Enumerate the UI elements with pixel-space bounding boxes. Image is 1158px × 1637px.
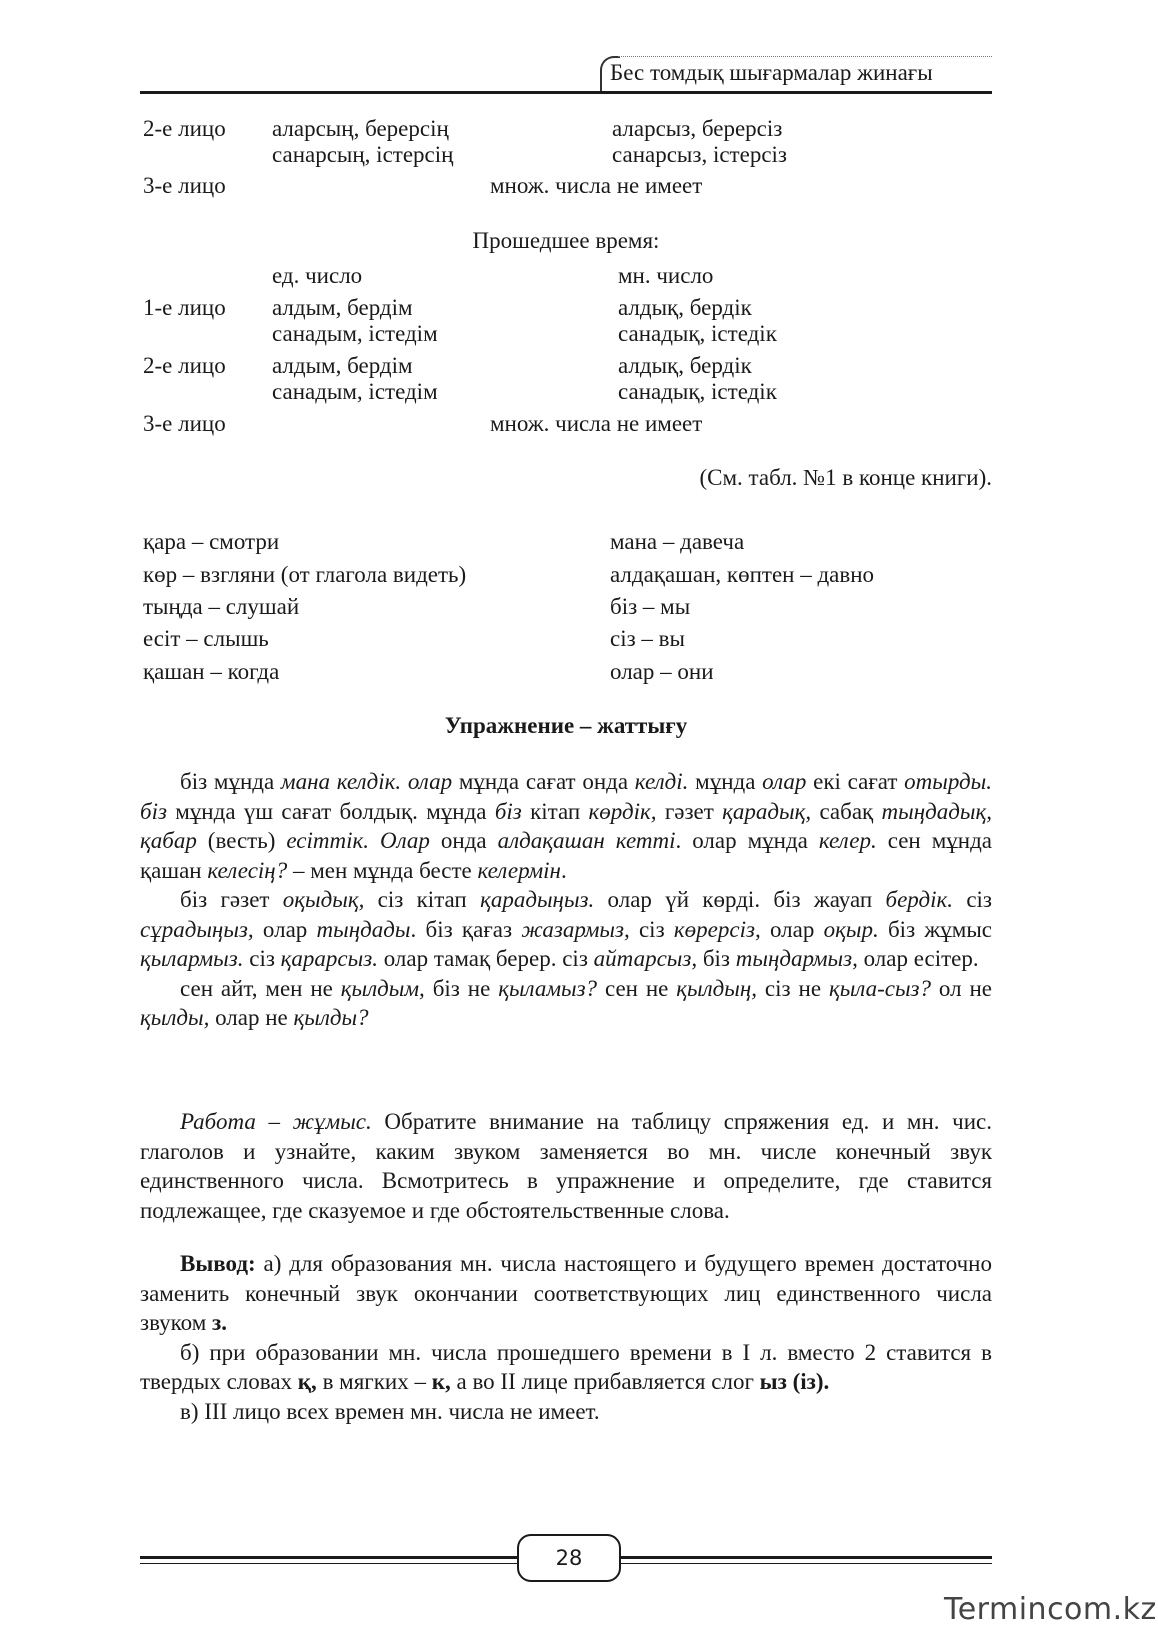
table-cell: алдық, бердік: [618, 353, 752, 378]
conclusion-a: Вывод: а) для образования мн. числа настоящего и будущего времен достаточно заменить конечный звук окончании соответствующих лиц единственного числа звуком з.: [140, 1251, 992, 1335]
table-cell: санадым, істедім: [272, 321, 438, 346]
watermark-logo: Termincom.kz: [944, 1592, 1157, 1627]
work-text: [140, 1107, 992, 1225]
table-cell: санадық, істедік: [618, 379, 777, 404]
table-cell: алдық, бердік: [618, 295, 752, 320]
header-rule: [140, 91, 992, 94]
vocab-item: алдақашан, көптен – давно: [610, 562, 875, 587]
vocab-item: олар – они: [610, 659, 714, 684]
column-header: ед. число: [272, 263, 363, 288]
column-header: мн. число: [618, 263, 714, 288]
conclusion-c: в) III лицо всех времен мн. числа не имеет.: [180, 1398, 600, 1424]
vocab-item: қашан – когда: [143, 659, 280, 684]
table-reference: (См. табл. №1 в конце книги).: [699, 465, 992, 490]
exercise-title: Упражнение – жаттығу: [444, 713, 688, 738]
vocab-item: қара – смотри: [143, 529, 280, 554]
exercise-paragraph-2: біз гәзет оқыдық, сіз кітап қарадыңыз. олар үй көрді. біз жауап бердік. сіз сұрадыңыз, олар тыңдады. біз қағаз жазармыз, сіз көрерсіз, олар оқыр. біз жұмыс қылармыз. сіз қарарсыз. олар тамақ берер. сіз айтарсыз, біз тыңдармыз, олар есітер.: [140, 887, 993, 971]
work-lead: Работа – жұмыс.: [180, 1109, 372, 1134]
header-dotted-rule: [618, 56, 992, 57]
conclusion-text: [140, 1249, 992, 1426]
page-number: 28: [517, 1534, 621, 1582]
table-cell: аларсыз, берерсіз: [612, 116, 783, 141]
table-cell: санарсыз, істерсіз: [612, 142, 788, 167]
table-note: множ. числа не имеет: [490, 411, 703, 436]
row-label: 2-е лицо: [143, 353, 226, 378]
table-cell: аларсың, берерсің: [272, 116, 449, 141]
row-label: 3-е лицо: [143, 411, 226, 436]
vocab-item: тыңда – слушай: [143, 594, 300, 619]
vocab-item: сіз – вы: [610, 626, 685, 651]
table-cell: алдым, бердім: [272, 295, 413, 320]
conclusion-b: б) при образовании мн. числа прошедшего времени в I л. вместо 2 ставится в твердых словах қ, в мягких – к, а во II лице прибавляется слог ыз (із).: [140, 1339, 992, 1394]
table-cell: алдым, бердім: [272, 353, 413, 378]
row-label: 2-е лицо: [143, 116, 226, 141]
row-label: 3-е лицо: [143, 173, 226, 198]
running-header-title: Бес томдық шығармалар жинағы: [610, 60, 933, 85]
table-cell: санадым, істедім: [272, 379, 438, 404]
exercise-paragraph-3: сен айт, мен не қылдым, біз не қыламыз? сен не қылдың, сіз не қыла-сыз? ол не қылды, олар не қылды?: [140, 975, 992, 1030]
section-title: Прошедшее время:: [472, 228, 660, 253]
exercise-paragraph-1: біз мұнда мана келдік. олар мұнда сағат онда келді. мұнда олар екі сағат отырды. біз мұнда үш сағат болдық. мұнда біз кітап көрдік, гәзет қарадық, сабақ тыңдадық, қабар (весть) есіттік. Олар онда алдақашан кетті. олар мұнда келер. сен мұнда қашан келесің? – мен мұнда бесте келермін.: [140, 769, 993, 883]
vocab-item: көр – взгляни (от глагола видеть): [143, 562, 467, 587]
vocab-item: біз – мы: [610, 594, 691, 619]
work-paragraph: Работа – жұмыс. Обратите внимание на таблицу спряжения ед. и мн. чис. глаголов и узнайте, каким звуком заменяется во мн. числе конечный звук единственного числа. Всмотритесь в упражнение и определите, где ставится подлежащее, где сказуемое и где обстоятельственные слова.: [140, 1109, 992, 1223]
row-label: 1-е лицо: [143, 295, 226, 320]
vocab-item: есіт – слышь: [143, 626, 269, 651]
table-cell: санадық, істедік: [618, 321, 777, 346]
table-cell: санарсың, істерсің: [272, 142, 454, 167]
table-note: множ. числа не имеет: [490, 173, 703, 198]
exercise-text: [140, 767, 992, 1033]
conclusion-lead: Вывод:: [180, 1251, 256, 1276]
vocab-item: мана – давеча: [610, 529, 745, 554]
